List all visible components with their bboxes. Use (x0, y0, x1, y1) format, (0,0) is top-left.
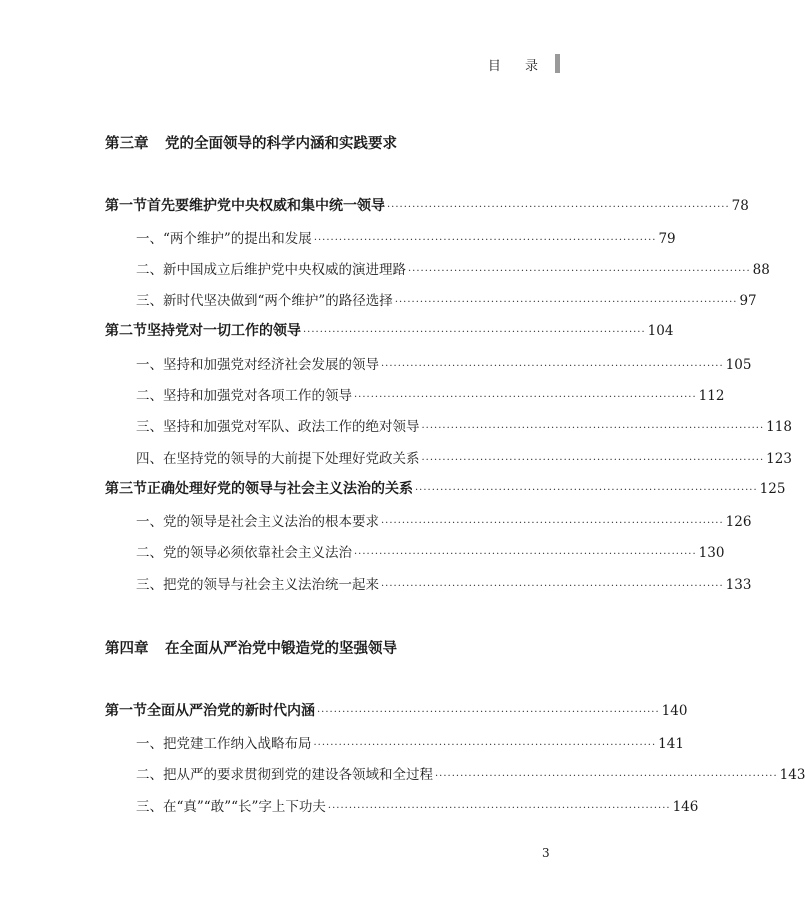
toc-item-entry[interactable] (136, 415, 792, 435)
chapter-number: 第四章 (105, 641, 149, 657)
dot-leader: ·················································································· (354, 392, 697, 403)
page-number: 140 (661, 703, 688, 719)
section-number: 第一节 (105, 703, 147, 719)
running-head: 目 录 (487, 59, 548, 74)
chapter-title: 在全面从严治党中锻造党的坚强领导 (165, 641, 397, 657)
page-number: 118 (766, 419, 792, 435)
page-number: 123 (766, 451, 792, 467)
chapter-heading (105, 132, 397, 153)
item-title: 一、党的领导是社会主义法治的根本要求 (136, 514, 379, 530)
page-number: 143 (779, 767, 805, 783)
dot-leader: ·················································································· (303, 327, 646, 338)
dot-leader: ·················································································· (394, 297, 738, 308)
item-title: 二、把从严的要求贯彻到党的建设各领域和全过程 (136, 767, 433, 783)
page-number: 130 (698, 545, 725, 561)
toc-item-entry[interactable] (136, 258, 770, 278)
dot-leader: ·················································································· (387, 202, 730, 213)
toc-section-entry[interactable] (105, 195, 749, 215)
item-title: 二、党的领导必须依靠社会主义法治 (136, 545, 352, 561)
page-number: 79 (658, 231, 676, 247)
dot-leader: ·················································································· (327, 803, 671, 814)
folio-page-number: 3 (542, 846, 550, 860)
chapter-number: 第三章 (105, 136, 149, 152)
item-title: 三、坚持和加强党对军队、政法工作的绝对领导 (136, 419, 420, 435)
toc-item-entry[interactable] (136, 541, 725, 561)
toc-item-entry[interactable] (136, 763, 805, 783)
dot-leader: ·················································································· (381, 361, 724, 372)
dot-leader: ·················································································· (313, 235, 657, 246)
dot-leader: ·················································································· (415, 485, 758, 496)
section-title: 全面从严治党的新时代内涵 (147, 703, 315, 719)
dot-leader: ·················································································· (381, 518, 724, 529)
dot-leader: ·················································································· (421, 455, 765, 466)
dot-leader: ·················································································· (317, 707, 660, 718)
section-title: 首先要维护党中央权威和集中统一领导 (147, 198, 385, 214)
toc-item-entry[interactable] (136, 795, 699, 815)
toc-section-entry[interactable] (105, 478, 786, 498)
dot-leader: ·················································································· (313, 740, 657, 751)
toc-item-entry[interactable] (136, 447, 792, 467)
toc-section-entry[interactable] (105, 700, 688, 720)
toc-item-entry[interactable] (136, 384, 725, 404)
toc-item-entry[interactable] (136, 227, 676, 247)
page-number: 104 (647, 323, 674, 339)
toc-item-entry[interactable] (136, 353, 752, 373)
item-title: 一、把党建工作纳入战略布局 (136, 736, 312, 752)
section-number: 第二节 (105, 323, 147, 339)
item-title: 一、“两个维护”的提出和发展 (136, 231, 312, 247)
page-number: 78 (731, 198, 749, 214)
dot-leader: ·················································································· (381, 581, 724, 592)
page-number: 112 (698, 388, 725, 404)
item-title: 四、在坚持党的领导的大前提下处理好党政关系 (136, 451, 420, 467)
section-number: 第一节 (105, 198, 147, 214)
page-number: 126 (725, 514, 752, 530)
page-number: 88 (752, 262, 770, 278)
toc-section-entry[interactable] (105, 320, 674, 340)
chapter-title: 党的全面领导的科学内涵和实践要求 (165, 136, 397, 152)
item-title: 三、把党的领导与社会主义法治统一起来 (136, 577, 379, 593)
section-number: 第三节 (105, 481, 147, 497)
section-title: 坚持党对一切工作的领导 (147, 323, 301, 339)
item-title: 二、坚持和加强党对各项工作的领导 (136, 388, 352, 404)
toc-item-entry[interactable] (136, 510, 752, 530)
toc-item-entry[interactable] (136, 732, 684, 752)
dot-leader: ·················································································· (421, 423, 765, 434)
item-title: 三、在“真”“敢”“长”字上下功夫 (136, 799, 326, 815)
page-number: 133 (725, 577, 752, 593)
toc-item-entry[interactable] (136, 573, 752, 593)
dot-leader: ·················································································· (408, 266, 751, 277)
item-title: 二、新中国成立后维护党中央权威的演进理路 (136, 262, 406, 278)
item-title: 一、坚持和加强党对经济社会发展的领导 (136, 357, 379, 373)
page-number: 105 (725, 357, 752, 373)
chapter-heading (105, 637, 397, 658)
section-title: 正确处理好党的领导与社会主义法治的关系 (147, 481, 413, 497)
page-number: 141 (658, 736, 684, 752)
toc-item-entry[interactable] (136, 289, 757, 309)
page-number: 97 (739, 293, 757, 309)
dot-leader: ·················································································· (354, 549, 697, 560)
page-number: 125 (759, 481, 786, 497)
item-title: 三、新时代坚决做到“两个维护”的路径选择 (136, 293, 393, 309)
page-number: 146 (672, 799, 699, 815)
dot-leader: ·················································································· (435, 771, 778, 782)
header-bar (555, 54, 560, 73)
